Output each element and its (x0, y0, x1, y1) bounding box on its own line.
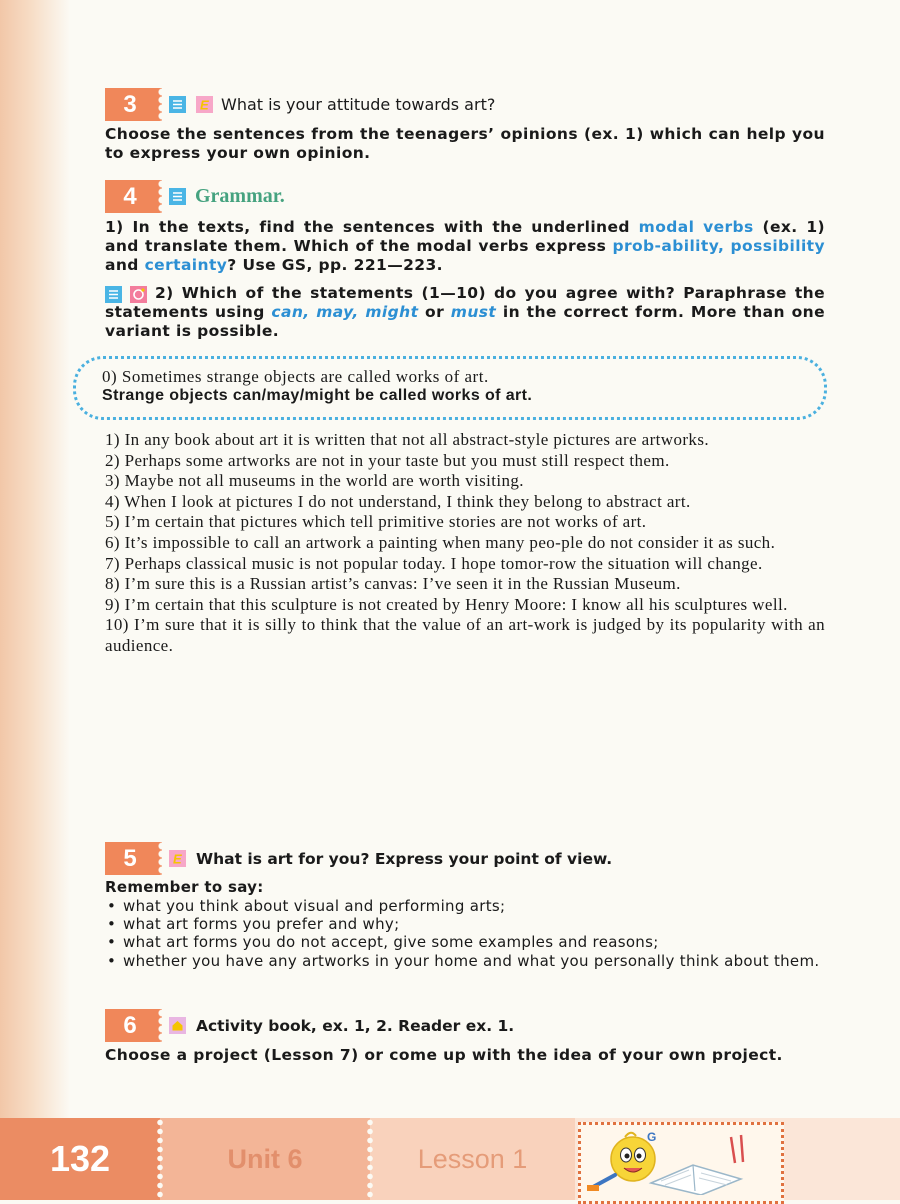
statement-item: 4) When I look at pictures I do not understand, I think they belong to abstract art. (105, 491, 691, 511)
footer-seam (366, 1118, 374, 1200)
text-lines-icon (169, 188, 186, 205)
modal-list: can, may, might (271, 303, 419, 321)
cd-audio-icon (130, 286, 147, 303)
example-answer: Strange objects can/may/might be called works of art. (102, 387, 533, 404)
example-sentence: 0) Sometimes strange objects are called works of art. (102, 367, 489, 386)
mascot-frame (578, 1122, 784, 1204)
statement-item: 8) I’m sure this is a Russian artist’s canvas: I’ve seen it in the Russian Museum. (105, 574, 681, 594)
exercise-number-tag: 6 (105, 1009, 155, 1042)
statement-item: 10) I’m sure that it is silly to think that the value of an art-work is judged by its popularity with an audience. (105, 615, 825, 655)
exercise-number-tag: 4 (105, 180, 155, 213)
bullet-item: • what you think about visual and performing arts; (105, 897, 825, 915)
statement-item: 6) It’s impossible to call an artwork a painting when many peo-ple do not consider it as such. (105, 532, 776, 552)
remember-heading: Remember to say: (105, 878, 264, 896)
e-speaking-icon (169, 850, 186, 867)
e-speaking-icon (196, 96, 213, 113)
statement-item: 5) I’m certain that pictures which tell primitive stories are not works of art. (105, 512, 647, 532)
statement-item: 3) Maybe not all museums in the world are worth visiting. (105, 471, 524, 491)
svg-text:E: E (173, 852, 182, 865)
grammar-title: Grammar. (195, 185, 285, 207)
term-certainty: certainty (144, 256, 228, 274)
footer-seam (156, 1118, 164, 1200)
bullet-item: • whether you have any artworks in your home and what you personally think about them. (105, 952, 825, 970)
statement-item: 2) Perhaps some artworks are not in your taste but you must still respect them. (105, 450, 670, 470)
page-footer (0, 1118, 900, 1200)
svg-text:G: G (647, 1130, 657, 1144)
exercise-3-instruction: Choose the sentences from the teenagers’ opinions (ex. 1) which can help you to express your own opinion. (105, 125, 825, 162)
text-lines-icon (169, 96, 186, 113)
exercise-4-header (105, 180, 285, 213)
lesson-label: Lesson 1 (370, 1118, 575, 1200)
exercise-number-tag: 3 (105, 88, 155, 121)
page-edge-tint (0, 0, 70, 1120)
exercise-6-title: Activity book, ex. 1, 2. Reader ex. 1. (196, 1016, 515, 1035)
bullet-item: • what art forms you do not accept, give some examples and reasons; (105, 933, 825, 951)
statements-list (105, 430, 825, 657)
exercise-number-tag: 5 (105, 842, 155, 875)
remember-bullets (105, 897, 825, 970)
unit-label: Unit 6 (160, 1118, 370, 1200)
svg-text:E: E (200, 98, 209, 111)
exercise-3-header (105, 88, 495, 121)
statement-item: 7) Perhaps classical music is not popular today. I hope tomor-row the situation will change. (105, 553, 763, 573)
term-probability-possibility: prob-ability, possibility (612, 237, 825, 255)
page-number: 132 (0, 1118, 160, 1200)
statement-item: 9) I’m certain that this sculpture is not created by Henry Moore: I know all his sculptures well. (105, 594, 788, 614)
text-lines-icon (105, 286, 122, 303)
modal-must: must (450, 303, 497, 321)
statement-item: 1) In any book about art it is written that not all abstract-style pictures are artworks. (105, 430, 709, 449)
mascot-illustration (581, 1125, 775, 1195)
bullet-item: • what art forms you prefer and why; (105, 915, 825, 933)
term-modal-verbs: modal verbs (638, 218, 754, 236)
exercise-5-header (105, 842, 612, 875)
exercise-5-title: What is art for you? Express your point of view. (196, 849, 613, 868)
home-icon (169, 1017, 186, 1034)
exercise-3-title: What is your attitude towards art? (221, 95, 496, 114)
exercise-6-instruction: Choose a project (Lesson 7) or come up with the idea of your own project. (105, 1046, 783, 1064)
exercise-6-header (105, 1009, 514, 1042)
exercise-4-part-2: 2) Which of the statements (1—10) do you agree with? Paraphrase the statements using can, may, might or must in the correct form. More than one variant is possible. (105, 284, 825, 340)
exercise-4-part-1: 1) In the texts, find the sentences with the underlined modal verbs (ex. 1) and translate them. Which of the modal verbs express prob-ability, possibility and certainty? Use GS, pp. 221—223. (105, 218, 825, 274)
